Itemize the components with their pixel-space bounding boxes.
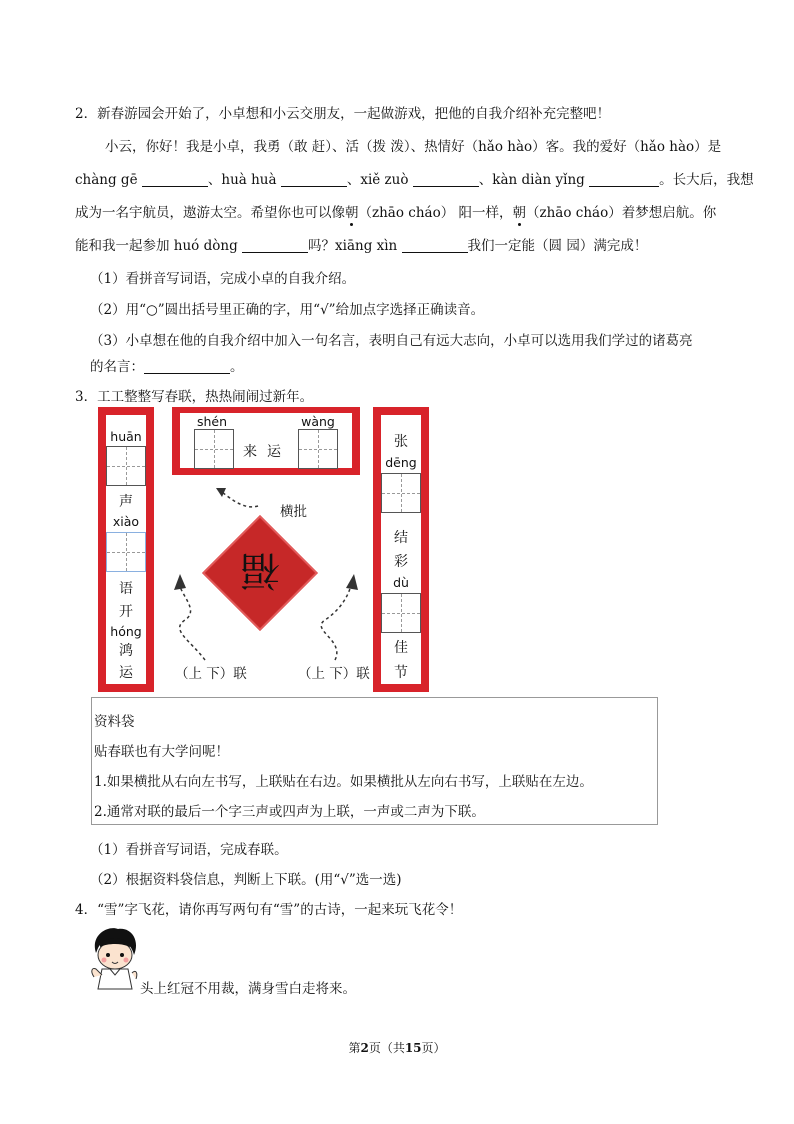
q3-title: 3．工工整整写春联，热热闹闹过新年。 (75, 389, 314, 405)
left-char-hong: 鸿 (119, 643, 133, 659)
right-couplet-label[interactable]: （上 下）联 (298, 666, 370, 682)
q2-para-line1: 小云，你好！我是小卓，我勇（敢 赶）、活（拨 泼）、热情好（hǎo hào）客。我的爱好（hǎo hào）是 (105, 139, 722, 155)
footer-text: 第 (348, 1041, 361, 1055)
left-char-yu: 语 (119, 581, 133, 597)
q3-sub1: （1）看拼音写词语，完成春联。 (90, 842, 288, 858)
page-number: 2 (360, 1041, 369, 1055)
pinyin-xiangxin: 吗？xiāng xìn (308, 238, 398, 254)
dotted-char-chao-1: 朝 (345, 205, 359, 221)
q2-text: 我们一定能（圆 园）满完成！ (467, 238, 648, 254)
hengpi-paper (180, 413, 352, 468)
right-char-jia: 佳 (394, 640, 408, 656)
page-footer (0, 1039, 794, 1056)
q3-sub2: （2）根据资料袋信息，判断上下联。(用“√”选一选) (90, 872, 402, 888)
left-char-sheng: 声 (119, 494, 133, 510)
q2-text: 的名言： (90, 359, 144, 375)
left-grid-1[interactable] (106, 446, 146, 486)
q2-para-line2 (75, 168, 754, 188)
q2-text: 。长大后，我想 (659, 172, 754, 188)
q4-title: 4．“雪”字飞花，请你再写两句有“雪”的古诗，一起来玩飞花令！ (75, 902, 463, 918)
right-char-zhang: 张 (394, 434, 408, 450)
hengpi-banner (172, 407, 360, 475)
hengpi-pinyin-shen: shén (196, 414, 228, 429)
hengpi-grid-2[interactable] (298, 429, 338, 469)
left-pinyin-xiao: xiào (112, 514, 140, 529)
left-couplet-paper (106, 415, 146, 684)
left-couplet (98, 407, 154, 692)
footer-text: 页） (421, 1041, 446, 1055)
hengpi-char-yun: 运 (267, 444, 281, 460)
left-grid-2[interactable] (106, 532, 146, 572)
left-char-kai: 开 (119, 604, 133, 620)
q2-sub3: （3）小卓想在他的自我介绍中加入一句名言，表明自己有远大志向，小卓可以选用我们学过的诸葛亮 (90, 333, 693, 349)
answer-blank-quote[interactable] (144, 359, 230, 374)
answer-blank-xiezuo[interactable] (413, 172, 479, 187)
dotted-char-chao-2: 朝 (512, 205, 526, 221)
q2-text: （zhāo cháo）着梦想启航。你 (526, 205, 717, 221)
hengpi-label: 横批 (280, 504, 307, 520)
info-box (91, 697, 658, 825)
right-grid-2[interactable] (381, 593, 421, 633)
right-char-jie2: 节 (394, 665, 408, 681)
info-line-3: 2.通常对联的最后一个字三声或四声为上联，一声或二声为下联。 (94, 804, 485, 820)
hengpi-pinyin-wang: wàng (301, 414, 335, 429)
answer-blank-huodong[interactable] (242, 238, 308, 253)
hengpi-char-lai: 来 (243, 444, 257, 460)
pinyin-xiezuo: 、xiě zuò (346, 172, 409, 188)
q2-title: 2．新春游园会开始了，小卓想和小云交朋友，一起做游戏，把他的自我介绍补充完整吧！ (75, 106, 611, 122)
footer-text: 页（共 (368, 1041, 405, 1055)
pinyin-kandianying: 、kàn diàn yǐng (478, 172, 585, 188)
left-char-yun: 运 (119, 665, 133, 681)
right-grid-1[interactable] (381, 473, 421, 513)
fu-character: 福 (240, 547, 280, 593)
answer-blank-changge[interactable] (142, 172, 208, 187)
q2-sub2: （2）用“○”圆出括号里正确的字，用“√”给加点字选择正确读音。 (90, 302, 485, 318)
info-line-1: 贴春联也有大学问呢！ (94, 744, 229, 760)
q2-para-line4 (75, 234, 647, 254)
right-couplet (373, 407, 429, 692)
q2-sub1: （1）看拼音写词语，完成小卓的自我介绍。 (90, 271, 356, 287)
hengpi-grid-1[interactable] (194, 429, 234, 469)
right-char-cai: 彩 (394, 554, 408, 570)
right-pinyin-du: dù (393, 575, 409, 590)
left-couplet-label[interactable]: （上 下）联 (175, 666, 247, 682)
total-pages: 15 (404, 1041, 422, 1055)
q2-sub3-answer (90, 355, 244, 375)
q2-text: 。 (230, 359, 244, 375)
q4-poem: 头上红冠不用裁，满身雪白走将来。 (140, 981, 356, 997)
pinyin-huahua: 、huà huà (207, 172, 277, 188)
left-pinyin-huan: huān (110, 429, 142, 444)
info-line-2: 1.如果横批从右向左书写，上联贴在右边。如果横批从左向右书写，上联贴在左边。 (94, 774, 593, 790)
left-pinyin-hong: hóng (110, 624, 142, 639)
pinyin-huodong: 能和我一起参加 huó dòng (75, 238, 238, 254)
right-couplet-paper (381, 415, 421, 684)
right-char-jie: 结 (394, 530, 408, 546)
answer-blank-kandianying[interactable] (589, 172, 659, 187)
q2-text: 成为一名宇航员，遨游太空。希望你也可以像 (75, 205, 345, 221)
q2-para-line3 (75, 201, 716, 221)
answer-blank-xiangxin[interactable] (402, 238, 468, 253)
answer-blank-huahua[interactable] (281, 172, 347, 187)
pinyin-changge: chàng gē (75, 172, 138, 188)
right-pinyin-deng: dēng (385, 455, 417, 470)
boy-cartoon-icon (88, 925, 140, 991)
info-title: 资料袋 (94, 714, 135, 730)
q2-text: （zhāo cháo） 阳一样， (358, 205, 513, 221)
